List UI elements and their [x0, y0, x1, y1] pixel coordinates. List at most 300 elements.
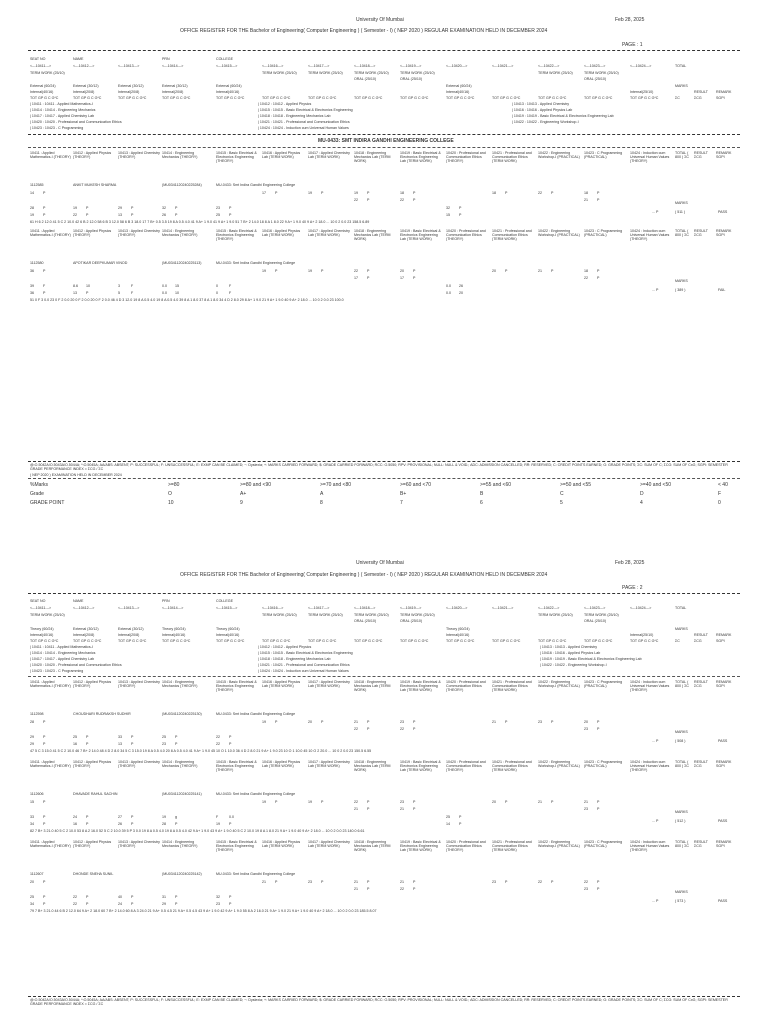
marks-cell: 23 — [216, 902, 220, 906]
marks-cell: P — [597, 269, 600, 273]
marks-cell: P — [229, 213, 232, 217]
register-title: OFFICE REGISTER FOR THE Bachelor of Engineering( Computer Engineering ) ( Semester - I) ( NEP 2020 ) REGULAR EXAMINATION HELD IN DECEMBER 2024 — [180, 572, 548, 578]
marks-cell: 22 — [73, 895, 77, 899]
marks-cell: 22 — [73, 213, 77, 217]
marks-cell: 19 — [262, 720, 266, 724]
hdr-gpc: TOT GP G C G*C — [30, 96, 59, 100]
marks-cell: 17 — [354, 276, 358, 280]
subject-header: 10413 : Applied Chemistry (THEORY) — [118, 680, 160, 689]
marks-cell: P — [413, 807, 416, 811]
marks-cell: P — [597, 800, 600, 804]
marks-cell: P — [459, 206, 462, 210]
hdr-college: COLLEGE — [216, 599, 233, 603]
hdr-oral: ORAL (25/10) — [584, 77, 607, 81]
marks-cell: P — [43, 720, 46, 724]
marks-cell: P — [43, 822, 46, 826]
divider — [28, 676, 740, 677]
subject-header: 10412 : Applied Physics (THEORY) — [73, 680, 112, 689]
marks-cell: 24 — [73, 815, 77, 819]
marks-cell: 13 — [118, 742, 122, 746]
marks-cell: 19 — [308, 191, 312, 195]
marks-cell: P — [367, 191, 370, 195]
marks-cell: 25 — [30, 895, 34, 899]
marks-cell: 15 — [446, 213, 450, 217]
marks-cell: P — [597, 198, 600, 202]
marks-cell: 19 — [73, 206, 77, 210]
exam-note: ( NEP 2020 ) EXAMINATION HELD IN DECEMBER 2024 — [30, 473, 122, 477]
hdr-term-work: TERM WORK (25/10) — [30, 71, 65, 75]
subject-header: 10417 : Applied Chemistry Lab (TERM WORK) — [308, 680, 350, 689]
subject-header: 10411 : Applied Mathematics-I (THEORY) — [30, 229, 71, 238]
marks-cell: 23 — [308, 880, 312, 884]
remark-header: REMARK SGPI — [716, 760, 732, 769]
subject-header: 10415 : Basic Electrical & Electronics Engineering (THEORY) — [216, 229, 257, 242]
result-header: RESULT ΣCG — [694, 151, 708, 160]
hdr-seat: SEAT NO — [30, 599, 46, 603]
marks-cell: P — [86, 213, 89, 217]
marks-cell: 23 — [538, 720, 542, 724]
marks-cell: 28 — [30, 720, 34, 724]
subject-header: 10419 : Basic Electrical & Electronics Engineering Lab (TERM WORK) — [400, 760, 441, 773]
grade-table-cell: D — [640, 491, 644, 497]
subject-header: 10418 : Engineering Mechanics Lab (TERM WORK) — [354, 229, 391, 242]
course-code: <---10421---> — [492, 606, 514, 610]
marks-cell: 39 — [30, 284, 34, 288]
result-flag: ... P — [652, 819, 659, 823]
marks-cell: 16 — [73, 742, 77, 746]
marks-cell: 21 — [538, 800, 542, 804]
grade-table-cell: A+ — [240, 491, 247, 497]
course-code: <---10416---> — [262, 64, 284, 68]
course-code: <---10412---> — [73, 64, 95, 68]
subject-header: 10416 : Applied Physics Lab (TERM WORK) — [262, 840, 301, 849]
marks-cell: 17 — [262, 191, 266, 195]
course-legend: | 10417 : 10417 - Applied Chemistry Lab — [30, 657, 95, 661]
subject-header: 10420 : Professional and Communication Ethics (THEORY) — [446, 680, 486, 693]
hdr-internal: Internal(40/16) — [30, 633, 54, 637]
marks-cell: P — [367, 276, 370, 280]
result-header: RESULT ΣCG — [694, 680, 708, 689]
course-code: <---10418---> — [354, 606, 376, 610]
marks-cell: 36 — [30, 291, 34, 295]
course-code: <---10418---> — [354, 64, 376, 68]
hdr-term-work: TERM WORK (25/10) — [262, 613, 297, 617]
hdr-ac: ΣC — [675, 96, 680, 100]
subject-header: 10423 : C Programming (PRACTICAL) — [584, 680, 623, 689]
hdr-college: COLLEGE — [216, 57, 233, 61]
hdr-gpc: TOT GP G C G*C — [118, 96, 147, 100]
marks-cell: 25 — [216, 213, 220, 217]
total-header: TOTAL ( 800 ) ΣC — [675, 760, 690, 769]
marks-cell: 22 — [216, 735, 220, 739]
course-legend: | 10422 : 10422 - Engineering Workshop-I — [512, 120, 579, 124]
marks-cell: P — [175, 822, 178, 826]
marks-cell: P — [175, 206, 178, 210]
result-status: PASS — [718, 739, 728, 743]
student-prn: (MU0341120240225142) — [162, 872, 202, 876]
marks-cell: 36 — [30, 269, 34, 273]
marks-cell: P — [413, 191, 416, 195]
hdr-gpc: TOT GP G C G*C — [162, 96, 191, 100]
subject-header: 10421 : Professional and Communication Ethics (TERM WORK) — [492, 840, 532, 853]
marks-cell: P — [505, 191, 508, 195]
marks-cell: P — [367, 887, 370, 891]
hdr-external: External (30/12) — [162, 84, 188, 88]
marks-cell: 22 — [584, 276, 588, 280]
marks-cell: P — [413, 276, 416, 280]
result-status: FAIL — [718, 288, 726, 292]
marks-cell: 28 — [30, 206, 34, 210]
marks-cell: 15 — [175, 284, 179, 288]
marks-cell: 13 — [73, 291, 77, 295]
hdr-term-work: TERM WORK (25/10) — [400, 71, 435, 75]
course-legend: | 10415 : 10415 - Basic Electrical & Electronics Engineering — [258, 651, 353, 655]
hdr-gpc: TOT GP G C G*C — [584, 96, 613, 100]
subject-header: 10416 : Applied Physics Lab (TERM WORK) — [262, 760, 301, 769]
marks-cell: P — [551, 269, 554, 273]
total-header: TOTAL ( 800 ) ΣC — [675, 151, 690, 160]
marks-cell: P — [229, 902, 232, 906]
marks-cell: P — [321, 191, 324, 195]
course-legend: | 10421 : 10421 - Professional and Communication Ethics — [258, 120, 350, 124]
hdr-gpc: TOT GP G C G*C — [308, 96, 337, 100]
marks-cell: 19 — [30, 213, 34, 217]
marks-cell: 22 — [400, 887, 404, 891]
total-header: TOTAL ( 800 ) ΣC — [675, 680, 690, 689]
grade-table-cell: F — [718, 491, 722, 497]
grade-table-cell: B — [480, 491, 484, 497]
subject-header: 10415 : Basic Electrical & Electronics Engineering (THEORY) — [216, 760, 257, 773]
marks-cell: P — [86, 291, 89, 295]
grade-points-row: 47 5 C 3 15.0 41 5 C 2 10.0 46 7 B+ 2 14.0 48 4 D 2 8.0 34 5 C 3 15.0 19 8 A 0.5 4.0 20 8 A 0.5 4.0 41 9 A+ 1 9.0 45 10 O 1 10.0 36 4 D 2 8.0 21 9 A+ 1 9.0 23 10 O 1 10.0 45 10 O 2 20.0 ... 10 0 2 0.0 23 150.5 6.55 — [30, 749, 372, 753]
course-legend: | 10423 : 10423 - C Programming — [30, 126, 84, 130]
marks-cell: P — [505, 800, 508, 804]
subject-header: 10419 : Basic Electrical & Electronics Engineering Lab (TERM WORK) — [400, 151, 441, 164]
marks-cell: P — [43, 902, 46, 906]
marks-cell: 21 — [584, 198, 588, 202]
course-legend: | 10422 : 10422 - Engineering Workshop-I — [540, 663, 607, 667]
marks-cell: P — [43, 742, 46, 746]
course-legend: | 10420 : 10420 - Professional and Communication Ethics — [30, 663, 122, 667]
marks-cell: P — [413, 720, 416, 724]
marks-cell: 25 — [446, 815, 450, 819]
student-college: MU-0433: Smt Indira Gandhi Engineering College — [216, 712, 296, 716]
hdr-gpc: TOT GP G C G*C — [400, 639, 429, 643]
grade-table-cell: >=55 and <60 — [480, 482, 512, 488]
course-code: <---10421---> — [492, 64, 514, 68]
marks-cell: 20 — [30, 880, 34, 884]
hdr-term-work: TERM WORK (25/10) — [354, 613, 389, 617]
hdr-gpc: TOT GP G C G*C — [538, 639, 567, 643]
marks-cell: P — [86, 815, 89, 819]
marks-cell: 0 — [216, 291, 218, 295]
marks-cell: P — [551, 800, 554, 804]
marks-cell: 19 — [216, 822, 220, 826]
hdr-gpc: TOT GP G C G*C — [354, 96, 383, 100]
result-header: RESULT ΣCG — [694, 760, 708, 769]
marks-cell: 23 — [162, 742, 166, 746]
marks-cell: F — [131, 291, 134, 295]
marks-cell: P — [597, 807, 600, 811]
subject-header: 10418 : Engineering Mechanics Lab (TERM WORK) — [354, 840, 391, 853]
hdr-oral: ORAL (25/10) — [354, 619, 377, 623]
grade-table-cell: 0 — [718, 500, 721, 506]
marks-cell: 22 — [354, 727, 358, 731]
marks-cell: F — [131, 284, 134, 288]
marks-cell: P — [321, 269, 324, 273]
total-marks: ( 512 ) — [675, 819, 686, 823]
marks-cell: 23 — [400, 720, 404, 724]
marks-cell: 29 — [162, 902, 166, 906]
marks-cell: P — [131, 213, 134, 217]
hdr-total: TOTAL — [675, 606, 687, 610]
hdr-internal: Internal(20/8) — [162, 90, 184, 94]
seat-number: 1112607 — [30, 872, 44, 876]
marks-cell: P — [597, 720, 600, 724]
marks-cell: 0.0 — [446, 284, 451, 288]
marks-cell: P — [43, 800, 46, 804]
course-code: <---10416---> — [262, 606, 284, 610]
hdr-internal: Internal(20/8) — [118, 90, 140, 94]
subject-header: 10417 : Applied Chemistry Lab (TERM WORK) — [308, 760, 350, 769]
marks-cell: 22 — [73, 902, 77, 906]
marks-cell: P — [551, 720, 554, 724]
marks-cell: P — [367, 800, 370, 804]
marks-cell: 20 — [400, 269, 404, 273]
subject-header: 10424 : Induction cum Universal Human Values (THEORY) — [630, 680, 670, 693]
hdr-name: NAME — [73, 57, 84, 61]
subject-header: 10415 : Basic Electrical & Electronics Engineering (THEORY) — [216, 680, 257, 693]
total-marks: ( 389 ) — [675, 288, 686, 292]
marks-cell: 18 — [584, 269, 588, 273]
student-prn: (MU0341120240225113) — [162, 261, 202, 265]
grade-table-cell: >=40 and <50 — [640, 482, 672, 488]
hdr-external: External (60/24) — [216, 84, 242, 88]
marks-cell: P — [321, 720, 324, 724]
marks-cell: 32 — [216, 895, 220, 899]
marks-cell: P — [131, 822, 134, 826]
marks-cell: P — [413, 800, 416, 804]
course-legend: | 10419 : 10419 - Basic Electrical & Electronics Engineering Lab — [540, 657, 642, 661]
marks-cell: 25 — [73, 735, 77, 739]
grade-table-cell: >=80 and <90 — [240, 482, 272, 488]
subject-header: 10424 : Induction cum Universal Human Values (THEORY) — [630, 840, 670, 853]
grade-table-cell: 8 — [320, 500, 323, 506]
marks-cell: 26 — [118, 822, 122, 826]
marks-cell: 26 — [162, 213, 166, 217]
grade-points-row: 61 H 6 2 12.0 41 5 C 2 10.0 42 6 B 2 12.0 58 6 B 3 12.0 58 6 B 3 18.0 17 7 B+ 0.5 3.5 19 8 A 0.5 4.0 41 9 A+ 1 9.0 41 9 A+ 1 9.0 51 7 B+ 2 14.0 18 8 A 1 8.0 22 9 A+ 1 9.0 40 9 A+ 2 18.0 ... 10 0 2 0.0 23 158.5 6.89 — [30, 220, 370, 224]
date: Feb 28, 2025 — [615, 17, 645, 23]
grade-table-cell: GRADE POINT — [30, 500, 65, 506]
hdr-term-work: TERM WORK (25/10) — [584, 71, 619, 75]
hdr-internal: Internal(40/16) — [216, 633, 240, 637]
hdr-term-work: TERM WORK (25/10) — [400, 613, 435, 617]
hdr-gpc: TOT GP G C G*C — [400, 96, 429, 100]
marks-cell: P — [367, 720, 370, 724]
grade-table-cell: C — [560, 491, 564, 497]
total-header: TOTAL ( 800 ) ΣC — [675, 840, 690, 849]
hdr-external: External (30/12) — [118, 627, 144, 631]
course-legend: | 10411 : 10411 - Applied Mathematics-I — [30, 102, 93, 106]
marks-cell: P — [275, 191, 278, 195]
hdr-gpc: TOT GP G C G*C — [30, 639, 59, 643]
hdr-theory: Theory (60/24) — [446, 627, 470, 631]
course-legend: | 10413 : 10413 - Applied Chemistry — [512, 102, 570, 106]
grade-table-cell: >=50 and <55 — [560, 482, 592, 488]
subject-header: 10420 : Professional and Communication Ethics (THEORY) — [446, 760, 486, 773]
course-legend: | 10413 : 10413 - Applied Chemistry — [540, 645, 598, 649]
course-legend: | 10414 : 10414 - Engineering Mechanics — [30, 651, 96, 655]
marks-label: MARKS — [675, 730, 688, 734]
subject-header: 10417 : Applied Chemistry Lab (TERM WORK) — [308, 840, 350, 849]
marks-cell: 22 — [584, 880, 588, 884]
hdr-gpc: TOT GP G C G*C — [584, 639, 613, 643]
remark-header: REMARK SGPI — [716, 229, 732, 238]
marks-cell: 33 — [118, 735, 122, 739]
marks-cell: P — [229, 822, 232, 826]
result-status: PASS — [718, 210, 728, 214]
subject-header: 10419 : Basic Electrical & Electronics Engineering Lab (TERM WORK) — [400, 229, 441, 242]
page-number: PAGE : 1 — [622, 42, 643, 48]
hdr-gpc: TOT GP G C G*C — [262, 96, 291, 100]
marks-cell: P — [275, 720, 278, 724]
hdr-internal: Internal(20/8) — [118, 633, 140, 637]
marks-cell: 29 — [118, 206, 122, 210]
marks-cell: P — [367, 727, 370, 731]
subject-header: 10411 : Applied Mathematics-I (THEORY) — [30, 840, 71, 849]
marks-cell: P — [131, 815, 134, 819]
course-code: <---10413---> — [118, 64, 140, 68]
date: Feb 28, 2025 — [615, 560, 645, 566]
total-header: TOTAL ( 800 ) ΣC — [675, 229, 690, 238]
hdr-gpc: TOT GP G C G*C — [446, 639, 475, 643]
student-prn: (MU0341120240225141) — [162, 792, 202, 796]
course-legend: | 10412 : 10412 - Applied Physics — [258, 102, 312, 106]
marks-cell: P — [367, 807, 370, 811]
marks-cell: F — [43, 284, 46, 288]
hdr-ac: ΣC — [675, 639, 680, 643]
grade-table-cell: < 40 — [718, 482, 728, 488]
hdr-internal: Internal(20/8) — [73, 633, 95, 637]
student-college: MU-0433: Smt Indira Gandhi Engineering College — [216, 872, 296, 876]
total-marks: ( 573 ) — [675, 899, 686, 903]
marks-cell: P — [597, 727, 600, 731]
hdr-term-work: TERM WORK (25/10) — [354, 71, 389, 75]
marks-cell: P — [43, 191, 46, 195]
result-flag: ... P — [652, 288, 659, 292]
student-name: ANKIT MUKESH SHARMA — [73, 183, 117, 187]
marks-cell: 40 — [118, 895, 122, 899]
subject-header: 10416 : Applied Physics Lab (TERM WORK) — [262, 151, 301, 160]
grade-table-cell: 6 — [480, 500, 483, 506]
marks-cell: P — [275, 880, 278, 884]
marks-cell: P — [413, 198, 416, 202]
marks-cell: P — [131, 895, 134, 899]
subject-header: 10417 : Applied Chemistry Lab (TERM WORK) — [308, 151, 350, 160]
grade-table-cell: 10 — [168, 500, 174, 506]
hdr-gpc: TOT GP G C G*C — [216, 96, 245, 100]
marks-cell: F — [216, 815, 219, 819]
course-legend: | 10420 : 10420 - Professional and Communication Ethics — [30, 120, 122, 124]
hdr-theory: Theory (60/24) — [216, 627, 240, 631]
marks-cell: P — [505, 720, 508, 724]
marks-cell: 31 — [162, 895, 166, 899]
marks-cell: 10 — [175, 291, 179, 295]
hdr-result: RESULT — [694, 633, 708, 637]
subject-header: 10413 : Applied Chemistry (THEORY) — [118, 760, 160, 769]
marks-cell: P — [86, 735, 89, 739]
marks-cell: P — [175, 902, 178, 906]
marks-cell: P — [131, 735, 134, 739]
grade-points-row: 82 7 B+ 3 21.0 40 5 C 2 10.0 53 8 A 2 16.0 52 5 C 2 10.0 39 5 P 3 0.0 19 8 A 0.5 4.0 19 8 A 0.5 4.0 42 9 A+ 1 9.0 43 9 A+ 1 9.0 40 5 C 2 10.0 19 8 A 1 8.0 21 9 A+ 1 9.0 40 9 A+ 2 18.0 ... 10 0 2 0.0 23 140.0 6.61 — [30, 829, 365, 833]
marks-cell: P — [175, 895, 178, 899]
subject-header: 10415 : Basic Electrical & Electronics Engineering (THEORY) — [216, 840, 257, 853]
remark-header: REMARK SGPI — [716, 680, 732, 689]
grade-points-row: 51 0 F 3 0.0 23 0 F 2 0.0 20 0 F 2 0.0 20 0 F 2 0.0 46 4 D 3 12.0 19 8 A 0.5 4.0 19 8 A 0.5 4.0 39 8 A 1 8.0 37 8 A 1 8.0 34 4 D 2 8.0 29 8 A+ 1 9.0 21 9 A+ 1 9.0 40 9 A+ 2 18.0 ... 10 0 2 0.0 23 100.0 — [30, 298, 344, 302]
course-legend: | 10412 : 10412 - Applied Physics — [258, 645, 312, 649]
marks-cell: 21 — [354, 720, 358, 724]
marks-cell: P — [459, 213, 462, 217]
subject-header: 10414 : Engineering Mechanics (THEORY) — [162, 151, 198, 160]
course-code: <---10419---> — [400, 606, 422, 610]
course-code: <---10415---> — [216, 606, 238, 610]
marks-cell: 0.0 — [162, 284, 167, 288]
marks-cell: P — [413, 727, 416, 731]
subject-header: 10418 : Engineering Mechanics Lab (TERM WORK) — [354, 151, 391, 164]
hdr-gpc: TOT GP G C G*C — [118, 639, 147, 643]
marks-cell: P — [43, 291, 46, 295]
course-code: <---10411---> — [30, 64, 52, 68]
hdr-total: TOTAL — [675, 64, 687, 68]
hdr-term-work: TERM WORK (25/10) — [584, 613, 619, 617]
marks-cell: 28 — [162, 822, 166, 826]
subject-header: 10422 : Engineering Workshop-I (PRACTICAL) — [538, 840, 580, 849]
subject-header: 10412 : Applied Physics (THEORY) — [73, 840, 112, 849]
hdr-seat: SEAT NO — [30, 57, 46, 61]
hdr-gpc: TOT GP G C G*C — [492, 96, 521, 100]
marks-cell: 23 — [584, 887, 588, 891]
grade-table-cell: Grade — [30, 491, 44, 497]
marks-cell: P — [367, 198, 370, 202]
marks-cell: 19 — [262, 800, 266, 804]
subject-header: 10422 : Engineering Workshop-I (PRACTICAL) — [538, 151, 580, 160]
hdr-gpc: TOT GP G C G*C — [538, 96, 567, 100]
course-code: <---10420---> — [446, 64, 468, 68]
subject-header: 10424 : Induction cum Universal Human Values (THEORY) — [630, 151, 670, 164]
hdr-internal: Internal(25/10) — [630, 90, 654, 94]
subject-header: 10421 : Professional and Communication Ethics (TERM WORK) — [492, 760, 532, 773]
subject-header: 10414 : Engineering Mechanics (THEORY) — [162, 760, 198, 769]
hdr-name: NAME — [73, 599, 84, 603]
university-name: University Of Mumbai — [356, 560, 404, 566]
marks-cell: 19 — [354, 191, 358, 195]
marks-cell: 16 — [73, 822, 77, 826]
marks-cell: 27 — [118, 815, 122, 819]
remark-header: REMARK SGPI — [716, 151, 732, 160]
hdr-remark: REMARK — [716, 90, 732, 94]
marks-cell: 21 — [354, 807, 358, 811]
marks-cell: 34 — [30, 902, 34, 906]
student-name: DHONDE SNEHA SUNIL — [73, 872, 114, 876]
hdr-sgpi: SGPI — [716, 639, 725, 643]
subject-header: 10418 : Engineering Mechanics Lab (TERM WORK) — [354, 680, 391, 693]
course-code: <---10417---> — [308, 606, 330, 610]
result-header: RESULT ΣCG — [694, 840, 708, 849]
result-flag: ... P — [652, 899, 659, 903]
marks-cell: P — [505, 880, 508, 884]
subject-header: 10421 : Professional and Communication Ethics (TERM WORK) — [492, 229, 532, 242]
marks-cell: P — [505, 269, 508, 273]
